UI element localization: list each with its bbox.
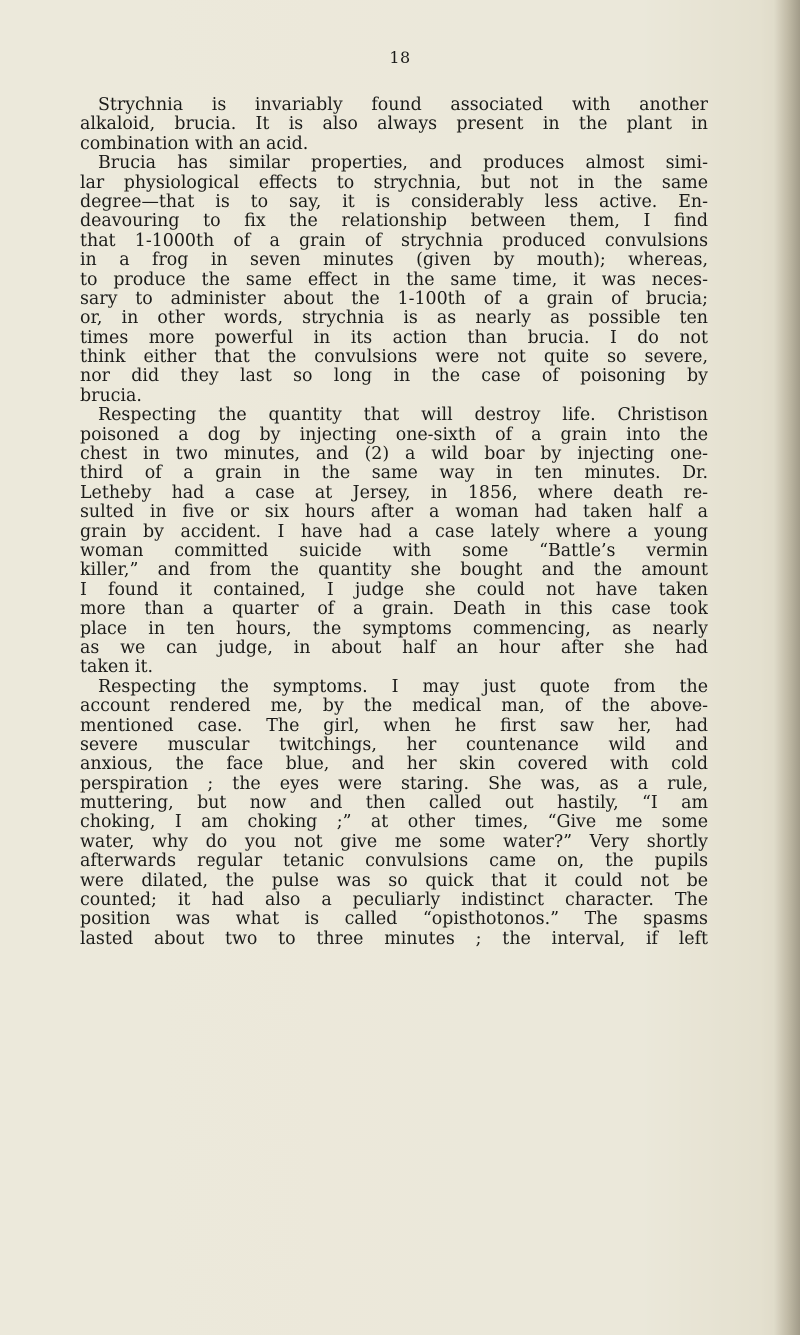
text-line: more than a quarter of a grain. Death in this case took [80, 600, 708, 620]
text-line: Respecting the quantity that will destroy life. Christison [98, 406, 708, 426]
text-line: woman committed suicide with some “Battle’s vermin [80, 541, 708, 561]
text-line: severe muscular twitchings, her countenance wild and [80, 735, 708, 755]
text-line: lar physiological effects to strychnia, but not in the same [80, 173, 708, 193]
text-line: degree—that is to say, it is considerably less active. En- [80, 192, 708, 212]
text-line: third of a grain in the same way in ten minutes. Dr. [80, 464, 708, 484]
text-line: times more powerful in its action than brucia. I do not [80, 328, 708, 348]
text-line: sulted in five or six hours after a woman had taken half a [80, 503, 708, 523]
text-line: that 1-1000th of a grain of strychnia produced convulsions [80, 231, 708, 251]
text-line: perspiration ; the eyes were staring. She was, as a rule, [80, 774, 708, 794]
text-line: counted; it had also a peculiarly indistinct character. The [80, 891, 708, 911]
text-line: place in ten hours, the symptoms commencing, as nearly [80, 619, 708, 639]
body-text [80, 96, 708, 949]
text-line: to produce the same effect in the same time, it was neces- [80, 270, 708, 290]
text-line: think either that the convulsions were not quite so severe, [80, 348, 708, 368]
text-line: taken it. [80, 658, 153, 678]
text-line: combination with an acid. [80, 134, 309, 154]
text-line: water, why do you not give me some water?” Very shortly [80, 832, 708, 852]
text-line: mentioned case. The girl, when he first saw her, had [80, 716, 708, 736]
text-line: grain by accident. I have had a case lately where a young [80, 522, 708, 542]
text-line: Letheby had a case at Jersey, in 1856, where death re- [80, 483, 708, 503]
text-line: account rendered me, by the medical man, of the above- [80, 697, 708, 717]
text-line: as we can judge, in about half an hour after she had [80, 638, 708, 658]
text-line: Brucia has similar properties, and produces almost simi- [98, 154, 708, 174]
text-line: deavouring to fix the relationship between them, I find [80, 212, 708, 232]
text-line: Respecting the symptoms. I may just quote from the [98, 677, 708, 697]
text-line: choking, I am choking ;” at other times, “Give me some [80, 813, 708, 833]
text-line: lasted about two to three minutes ; the interval, if left [80, 929, 708, 949]
text-line: position was what is called “opisthotonos.” The spasms [80, 910, 708, 930]
text-line: muttering, but now and then called out hastily, “I am [80, 794, 708, 814]
text-line: alkaloid, brucia. It is also always present in the plant in [80, 115, 708, 135]
text-line: nor did they last so long in the case of poisoning by [80, 367, 708, 387]
text-line: were dilated, the pulse was so quick that it could not be [80, 871, 708, 891]
text-line: chest in two minutes, and (2) a wild boar by injecting one- [80, 445, 708, 465]
text-line: afterwards regular tetanic convulsions came on, the pupils [80, 852, 708, 872]
text-line: or, in other words, strychnia is as nearly as possible ten [80, 309, 708, 329]
page-edge-shadow [774, 0, 800, 1335]
text-line: sary to administer about the 1-100th of a grain of brucia; [80, 289, 708, 309]
text-line: Strychnia is invariably found associated with another [98, 96, 708, 115]
text-line: killer,” and from the quantity she bought and the amount [80, 561, 708, 581]
text-line: brucia. [80, 386, 142, 406]
text-line: anxious, the face blue, and her skin covered with cold [80, 755, 708, 775]
text-line: in a frog in seven minutes (given by mouth); whereas, [80, 251, 708, 271]
text-line: I found it contained, I judge she could not have taken [80, 580, 708, 600]
page-number: 18 [389, 48, 411, 67]
text-line: poisoned a dog by injecting one-sixth of a grain into the [80, 425, 708, 445]
